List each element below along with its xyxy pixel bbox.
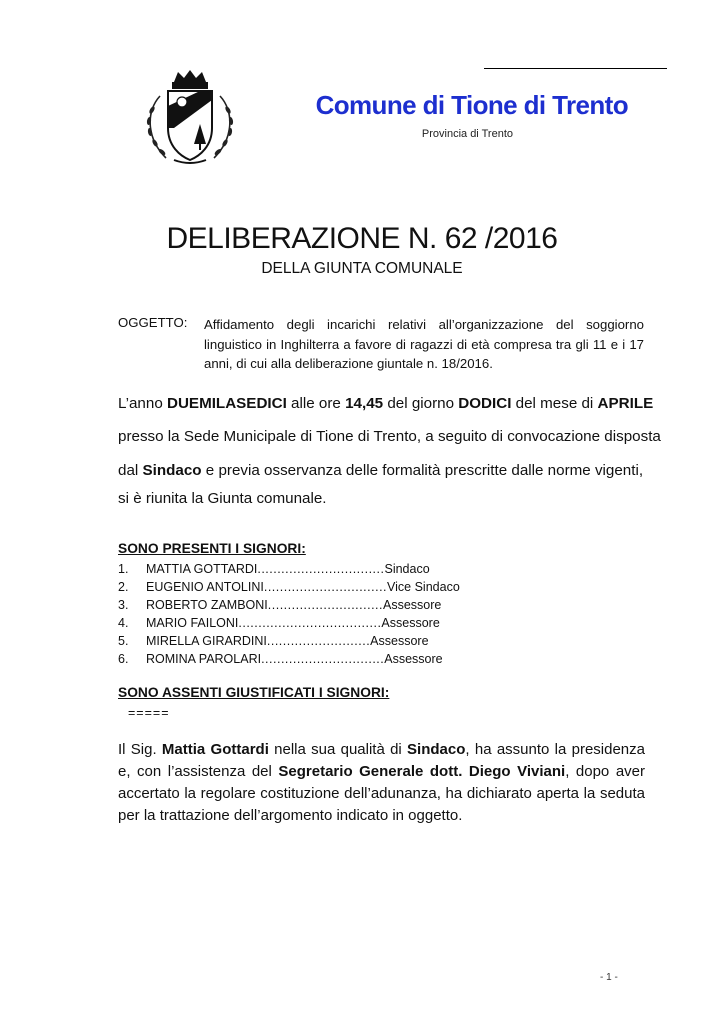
absent-members-heading: SONO ASSENTI GIUSTIFICATI I SIGNORI: <box>118 685 390 700</box>
closing-paragraph <box>118 739 645 827</box>
province-name: Provincia di Trento <box>421 128 513 140</box>
municipality-name: Comune di Tione di Trento <box>315 90 628 120</box>
intro-line-1: L’anno DUEMILASEDICI alle ore 14,45 del giorno DODICI del mese di APRILE <box>118 395 654 412</box>
member-row: 2. EUGENIO ANTOLINI ............................... Vice Sindaco <box>118 580 460 594</box>
closing-line-4: per la trattazione dell’argomento indicato in oggetto. <box>118 807 463 824</box>
absent-members-value: ===== <box>128 706 170 720</box>
member-row: 3. ROBERTO ZAMBONI ............................. Assessore <box>118 598 442 612</box>
closing-line-3: accertato la regolare costituzione dell’adunanza, ha dichiarato aperta la seduta <box>118 785 645 802</box>
present-members-heading: SONO PRESENTI I SIGNORI: <box>118 541 306 556</box>
deliberation-subtitle: DELLA GIUNTA COMUNALE <box>261 260 463 277</box>
intro-line-4: si è riunita la Giunta comunale. <box>118 490 327 507</box>
signature-line <box>484 68 667 69</box>
subject-text: Affidamento degli incarichi relativi all’organizzazione del soggiorno linguistico in Inghilterra a favore di ragazzi di età compresa tra gli 11 e i 17 anni, di cui alla deliberazione giuntale n. 18/2016. <box>204 317 644 371</box>
closing-line-2: e, con l’assistenza del Segretario Generale dott. Diego Viviani, dopo aver <box>118 763 645 780</box>
closing-line-1: Il Sig. Mattia Gottardi nella sua qualità di Sindaco, ha assunto la presidenza <box>118 741 645 758</box>
member-row: 4. MARIO FAILONI .................................... Assessore <box>118 616 440 630</box>
municipal-crest-logo <box>138 66 242 170</box>
deliberation-title: DELIBERAZIONE N. 62 /2016 <box>166 222 558 255</box>
present-members-list <box>118 560 558 668</box>
intro-line-3: dal Sindaco e previa osservanza delle formalità prescritte dalle norme vigenti, <box>118 462 644 479</box>
member-row: 1. MATTIA GOTTARDI ................................ Sindaco <box>118 562 430 576</box>
intro-line-2: presso la Sede Municipale di Tione di Trento, a seguito di convocazione disposta <box>118 428 661 445</box>
member-row: 6. ROMINA PAROLARI ............................... Assessore <box>118 652 443 666</box>
member-row: 5. MIRELLA GIRARDINI .......................... Assessore <box>118 634 429 648</box>
subject-label: OGGETTO: <box>118 315 188 330</box>
page-number: - 1 - <box>600 972 618 983</box>
